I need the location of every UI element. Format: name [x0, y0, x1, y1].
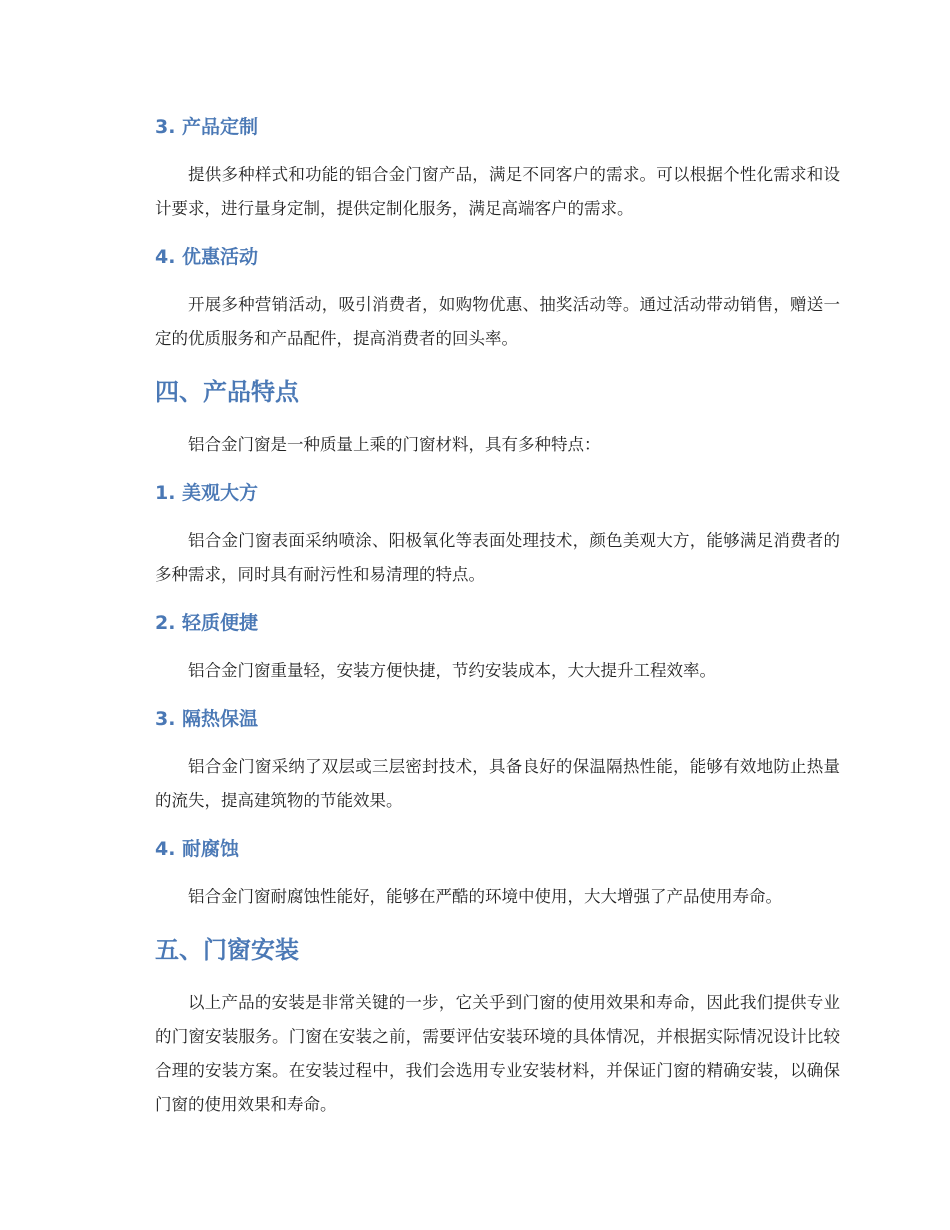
subheading-lightweight: 2. 轻质便捷 [155, 612, 259, 634]
paragraph-insulation: 铝合金门窗采纳了双层或三层密封技术，具备良好的保温隔热性能，能够有效地防止热量的流失，提高建筑物的节能效果。 [155, 757, 840, 810]
section-heading-installation: 五、门窗安装 [155, 936, 299, 964]
paragraph-corrosion-resistant: 铝合金门窗耐腐蚀性能好，能够在严酷的环境中使用，大大增强了产品使用寿命。 [188, 887, 782, 906]
section-heading-product-features: 四、产品特点 [155, 378, 299, 406]
document-body [155, 108, 840, 1122]
paragraph-lightweight: 铝合金门窗重量轻，安装方便快捷，节约安装成本，大大提升工程效率。 [188, 661, 716, 680]
subheading-promotions: 4. 优惠活动 [155, 246, 259, 268]
paragraph-beautiful: 铝合金门窗表面采纳喷涂、阳极氧化等表面处理技术，颜色美观大方，能够满足消费者的多种需求，同时具有耐污性和易清理的特点。 [155, 531, 840, 584]
subheading-corrosion-resistant: 4. 耐腐蚀 [155, 838, 240, 860]
subheading-insulation: 3. 隔热保温 [155, 708, 259, 730]
subheading-product-customization: 3. 产品定制 [155, 116, 259, 138]
paragraph-installation: 以上产品的安装是非常关键的一步，它关乎到门窗的使用效果和寿命，因此我们提供专业的门窗安装服务。门窗在安装之前，需要评估安装环境的具体情况，并根据实际情况设计比较合理的安装方案。在安装过程中，我们会选用专业安装材料，并保证门窗的精确安装，以确保门窗的使用效果和寿命。 [155, 993, 840, 1114]
paragraph-product-customization: 提供多种样式和功能的铝合金门窗产品，满足不同客户的需求。可以根据个性化需求和设计要求，进行量身定制，提供定制化服务，满足高端客户的需求。 [155, 165, 840, 218]
paragraph-features-intro: 铝合金门窗是一种质量上乘的门窗材料，具有多种特点： [188, 435, 601, 454]
paragraph-promotions: 开展多种营销活动，吸引消费者，如购物优惠、抽奖活动等。通过活动带动销售，赠送一定的优质服务和产品配件，提高消费者的回头率。 [155, 295, 840, 348]
subheading-beautiful: 1. 美观大方 [155, 482, 259, 504]
